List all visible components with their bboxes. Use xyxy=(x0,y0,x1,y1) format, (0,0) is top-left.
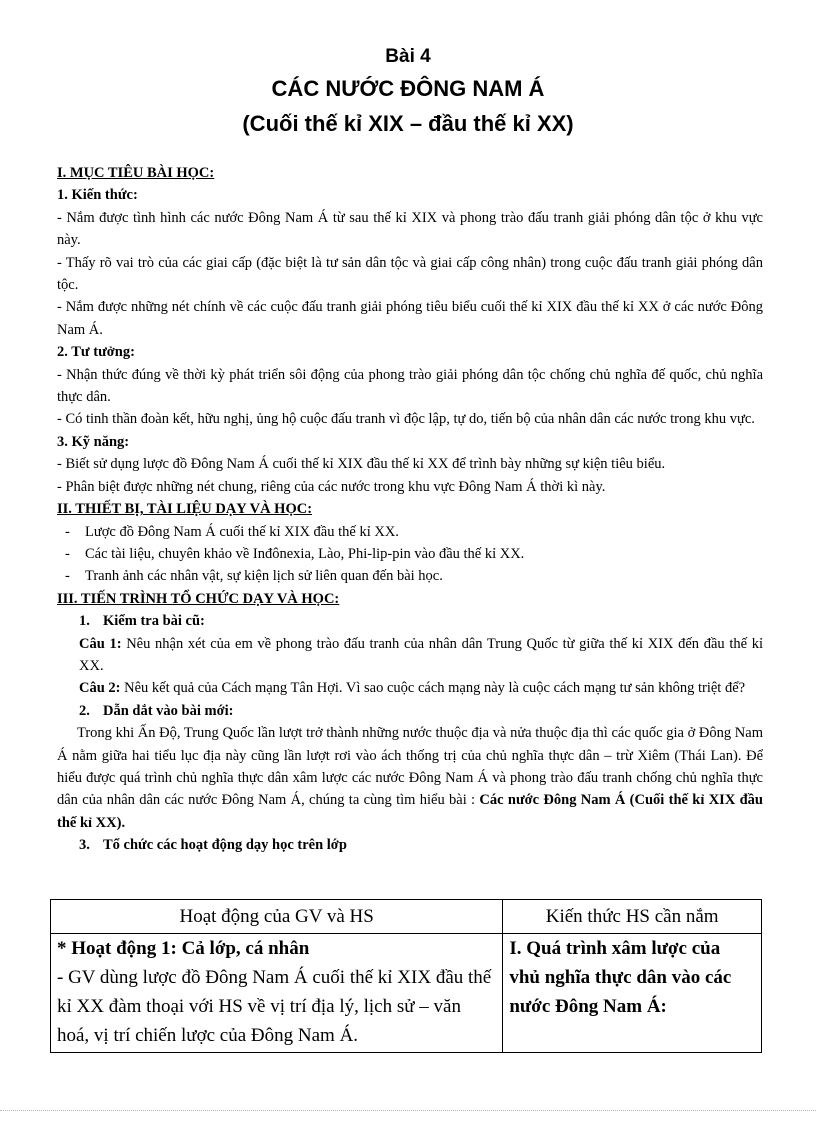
knowledge-text: I. Quá trình xâm lược của vhủ nghĩa thực dân vào các nước Đông Nam Á: xyxy=(509,938,732,1017)
lesson-number: Bài 4 xyxy=(385,46,431,67)
thought-heading: 2. Tư tưởng: xyxy=(57,344,135,361)
knowledge-heading: 1. Kiến thức: xyxy=(57,187,138,204)
equipment-item: - Các tài liệu, chuyên khảo về Inđônexia, Lào, Phi-lip-pin vào đầu thế kỉ XX. xyxy=(65,545,525,562)
table-header-knowledge: Kiến thức HS cần nắm xyxy=(503,900,762,934)
knowledge-item: - Nắm được những nét chính về các cuộc đấu tranh giải phóng tiêu biểu cuối thế kỉ XIX đầu thế kỉ XX ở các nước Đông Nam Á. xyxy=(57,299,763,338)
knowledge-cell xyxy=(503,934,762,1053)
section-3-heading: III. TIẾN TRÌNH TỔ CHỨC DẠY VÀ HỌC: xyxy=(57,590,340,607)
intro-paragraph: Trong khi Ấn Độ, Trung Quốc lần lượt trở thành những nước thuộc địa và nửa thuộc địa thì các quốc gia ở Đông Nam Á nằm giữa hai tiểu lục địa này cũng lần lượt rơi vào ách thống trị của chủ nghĩa thực dân – trừ Xiêm (Thái Lan). Để hiểu được quá trình chủ nghĩa thực dân xâm lược các nước Đông Nam Á và phong trào đấu tranh chống chủ nghĩa thực dân của nhân dân các nước Đông Nam Á, chúng ta cùng tìm hiểu bài : Các nước Đông Nam Á (Cuối thế kỉ XIX đầu thế kỉ XX). xyxy=(57,725,763,831)
section-2-heading: II. THIẾT BỊ, TÀI LIỆU DẠY VÀ HỌC: xyxy=(57,501,313,518)
activity-cell xyxy=(51,934,503,1053)
lesson-subtitle: (Cuối thế kỉ XIX – đầu thế kỉ XX) xyxy=(242,111,574,136)
skills-item: - Biết sử dụng lược đồ Đông Nam Á cuối thế kỉ XIX đầu thế kỉ XX để trình bày những sự kiện tiêu biểu. xyxy=(57,456,666,473)
page-bottom-divider xyxy=(0,1110,816,1111)
equipment-item: - Tranh ảnh các nhân vật, sự kiện lịch sử liên quan đến bài học. xyxy=(65,568,443,585)
lesson-plan-table xyxy=(50,899,762,1053)
thought-item: - Có tinh thần đoàn kết, hữu nghị, ủng hộ cuộc đấu tranh vì độc lập, tự do, tiến bộ của nhân dân các nước trong khu vực. xyxy=(57,411,755,428)
document-body xyxy=(57,162,763,857)
step-1-heading: 1. Kiểm tra bài cũ: xyxy=(79,613,205,630)
review-question-2: Câu 2: Nêu kết quả của Cách mạng Tân Hợi. Vì sao cuộc cách mạng này là cuộc cách mạng tư sản không triệt để? xyxy=(79,680,746,697)
skills-item: - Phân biệt được những nét chung, riêng của các nước trong khu vực Đông Nam Á thời kì này. xyxy=(57,478,606,495)
section-1-heading: I. MỤC TIÊU BÀI HỌC: xyxy=(57,165,215,181)
equipment-item: - Lược đồ Đông Nam Á cuối thế kỉ XIX đầu thế kỉ XX. xyxy=(65,523,399,540)
knowledge-item: - Thấy rõ vai trò của các giai cấp (đặc biệt là tư sản dân tộc và giai cấp công nhân) trong cuộc đấu tranh giải phóng dân tộc. xyxy=(57,254,763,294)
step-2-heading: 2. Dẫn dắt vào bài mới: xyxy=(79,702,234,719)
knowledge-item: - Nắm được tình hình các nước Đông Nam Á từ sau thế kỉ XIX và phong trào đấu tranh giải phóng dân tộc ở khu vực này. xyxy=(57,209,763,249)
table-header-activities: Hoạt động của GV và HS xyxy=(51,900,503,934)
skills-heading: 3. Kỹ năng: xyxy=(57,433,130,450)
thought-item: - Nhận thức đúng về thời kỳ phát triển sôi động của phong trào giải phóng dân tộc chống chủ nghĩa đế quốc, chủ nghĩa thực dân. xyxy=(57,366,763,406)
step-3-heading: 3. Tổ chức các hoạt động dạy học trên lớp xyxy=(79,837,347,854)
activity-title: * Hoạt động 1: Cả lớp, cá nhân xyxy=(57,938,310,959)
lesson-reference: Các nước Đông Nam Á (Cuối thế kỉ XIX đầu thế kỉ XX). xyxy=(57,792,763,831)
activity-text: - GV dùng lược đồ Đông Nam Á cuối thế kỉ XIX đầu thế kỉ XX đàm thoại với HS về vị trí địa lý, lịch sử – văn hoá, vị trí chiến lược của Đông Nam Á. xyxy=(57,967,492,1046)
lesson-title: CÁC NƯỚC ĐÔNG NAM Á xyxy=(271,76,545,101)
review-question-1: Câu 1: Nêu nhận xét của em về phong trào đấu tranh của nhân dân Trung Quốc từ giữa thế kỉ XIX đến đầu thế kỉ XX. xyxy=(79,635,763,674)
